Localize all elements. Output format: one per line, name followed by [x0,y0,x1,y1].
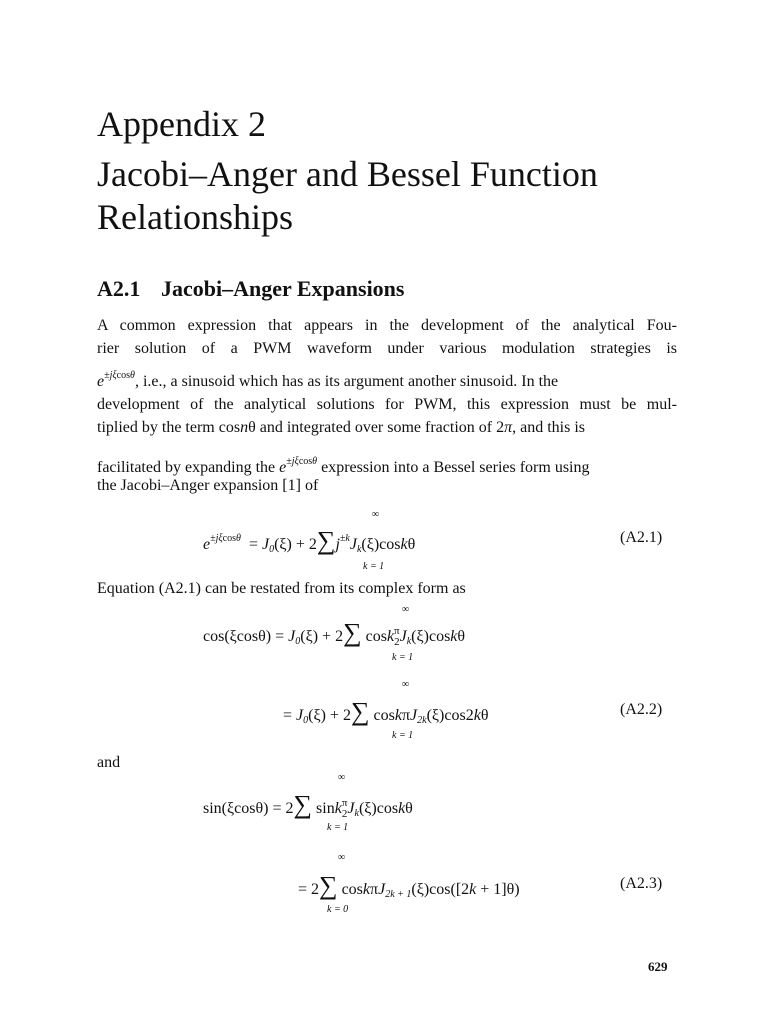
chapter-title-line1: Jacobi–Anger and Bessel Function [97,154,598,194]
exp-inline-2: $e^{\pm j\xi cos\theta}$ [279,456,318,476]
restate-sentence: Equation (A2.1) can be restated from its complex form as [97,580,466,597]
paragraph-line-7: the Jacobi–Anger expansion [1] of [97,477,319,494]
eq3a-upper-limit: ∞ [338,772,346,783]
paragraph-line-4: development of the analytical solutions for PWM, this expression must be mul- [97,396,677,413]
paragraph-line-5a: tiplied by the term [97,419,215,436]
section-number: A2.1 [97,276,141,301]
equation-a2-3-line1: sin(ξcosθ) = 2∑ sinkπ $2J_k(\xi)\cos k\theta$ [203,790,413,821]
paragraph-line-2: rier solution of a PWM waveform under various modulation strategies is [97,340,677,357]
equation-a2-2-line2: = $J_0(\xi) + 2\sum$ coskπJ$_{2k}$(ξ)cos2kθ [283,697,489,726]
eq1-lower-limit: k = 1 [363,561,385,572]
paragraph-line-6 [97,452,590,478]
paragraph-line-6a: facilitated by expanding the [97,459,276,476]
eq1-upper-limit: ∞ [372,509,380,520]
equation-a2-2-line1: $\cos(\xi\cos\theta) = J_0(\xi) + 2\sum$ coskπ $2J_k(\xi)\cos k\theta$ [203,618,466,649]
section-title: Jacobi–Anger Expansions [161,276,405,301]
eq3b-upper-limit: ∞ [338,852,346,863]
cos-n-theta: cosnθ [218,419,256,436]
paragraph-line-3-text: , i.e., a sinusoid which has as its argument another sinusoid. In the [134,373,559,390]
paragraph-line-6b: expression into a Bessel series form using [321,459,590,476]
and-word: and [97,754,121,771]
paragraph-line-3 [97,366,558,392]
page-number: 629 [648,959,668,974]
eq2a-upper-limit: ∞ [402,604,410,615]
exp-inline-1: $e^{\pm j\xi cos\theta}$ [97,370,135,390]
section-heading [97,276,404,302]
paragraph-line-5 [97,418,585,438]
paragraph-line-5c: , and this is [512,419,586,436]
equation-number-3: (A2.3) [620,875,663,892]
appendix-title: Appendix 2 [97,104,266,144]
paragraph-line-1: A common expression that appears in the development of the analytical Fou- [97,317,677,334]
eq2b-upper-limit: ∞ [402,679,410,690]
equation-a2-1: $e^{\pm j\xi cos\theta} = J_0(\xi) + 2\sum j^{\pm k}J_k(\xi)\cos k\theta$ [203,526,416,555]
equation-number-1: (A2.1) [620,529,663,546]
paragraph-line-5b: and integrated over some fraction of [259,419,493,436]
chapter-title-line2: Relationships [97,197,293,237]
two-pi: 2π [496,419,513,436]
eq2b-lower-limit: k = 1 [392,730,414,741]
eq2a-lower-limit: k = 1 [392,652,414,663]
equation-number-2: (A2.2) [620,701,663,718]
eq3a-lower-limit: k = 1 [327,822,349,833]
eq3b-lower-limit: k = 0 [327,904,349,915]
equation-a2-3-line2: = 2∑ coskπJ$_{2k + 1}$(ξ)cos([2k + 1]θ) [298,871,520,900]
